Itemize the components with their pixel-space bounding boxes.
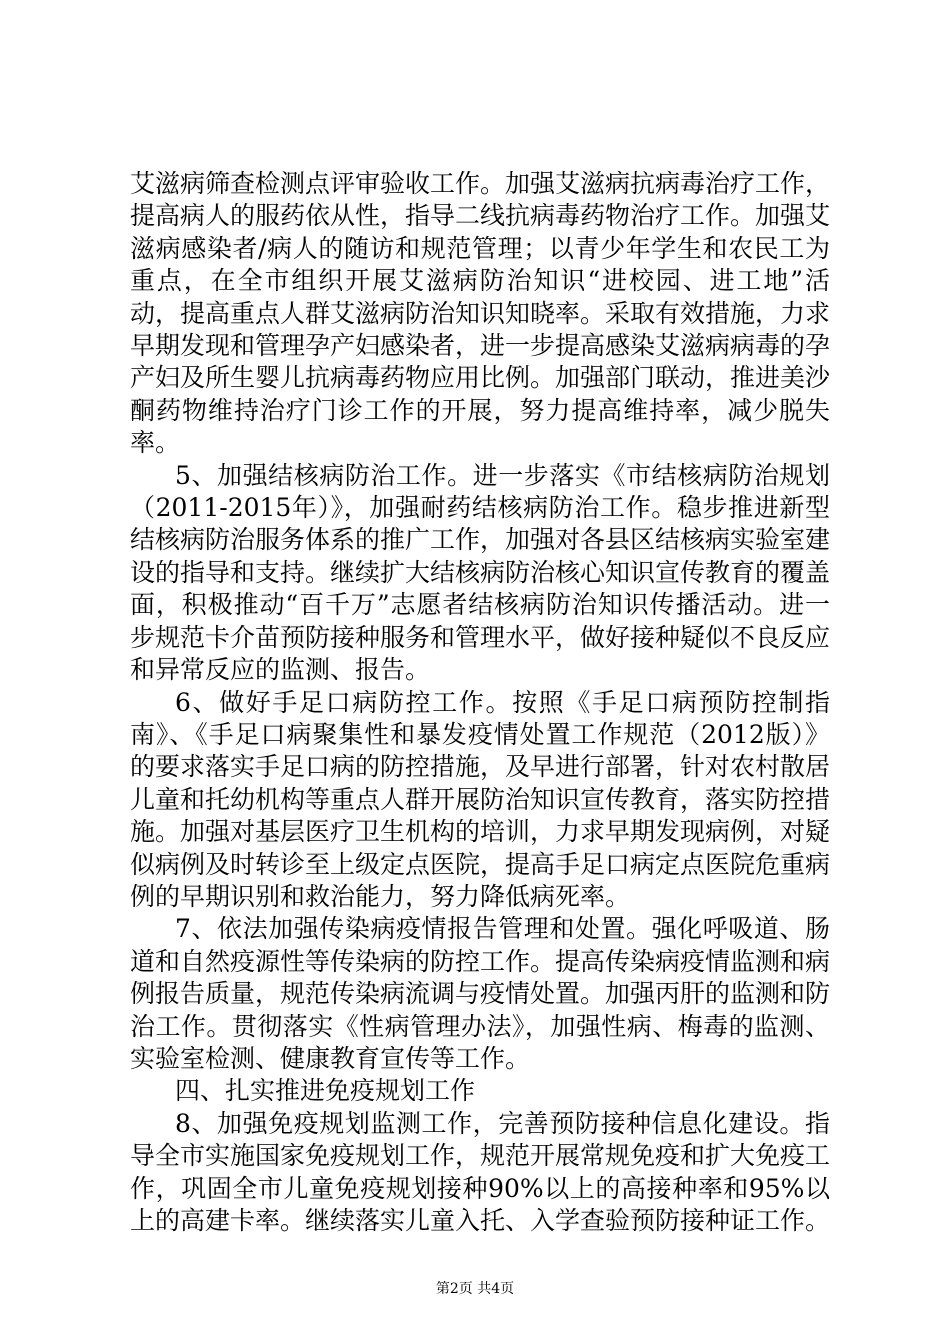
paragraph-item-7-epidemic-reporting: 7、依法加强传染病疫情报告管理和处置。强化呼吸道、肠道和自然疫源性等传染病的防控工作。提高传染病疫情监测和病例报告质量，规范传染病流调与疫情处置。加强丙肝的监测和防治工作。贯彻落实《性病管理办法》，加强性病、梅毒的监测、实验室检测、健康教育宣传等工作。 (130, 914, 831, 1073)
paragraph-item-6-hand-foot-mouth: 6、做好手足口病防控工作。按照《手足口病预防控制指南》、《手足口病聚集性和暴发疫情处置工作规范（2012版）》的要求落实手足口病的防控措施，及早进行部署，针对农村散居儿童和托幼机构等重点人群开展防治知识宣传教育，落实防控措施。加强对基层医疗卫生机构的培训，力求早期发现病例，对疑似病例及时转诊至上级定点医院，提高手足口病定点医院危重病例的早期识别和救治能力，努力降低病死率。 (130, 687, 831, 911)
paragraph-item-8-immunization: 8、加强免疫规划监测工作，完善预防接种信息化建设。指导全市实施国家免疫规划工作，规范开展常规免疫和扩大免疫工作，巩固全市儿童免疫规划接种90%以上的高接种率和95%以上的高建卡率。继续落实儿童入托、入学查验预防接种证工作。 (130, 1108, 831, 1235)
section-heading-immunization: 四、扎实推进免疫规划工作 (175, 1076, 476, 1106)
paragraph-item-5-tuberculosis: 5、加强结核病防治工作。进一步落实《市结核病防治规划（2011-2015年）》，加强耐药结核病防治工作。稳步推进新型结核病防治服务体系的推广工作，加强对各县区结核病实验室建设的指导和支持。继续扩大结核病防治核心知识宣传教育的覆盖面，积极推动“百千万”志愿者结核病防治知识传播活动。进一步规范卡介苗预防接种服务和管理水平，做好接种疑似不良反应和异常反应的监测、报告。 (130, 460, 831, 685)
page-number-footer: 第2页 共4页 (435, 1281, 515, 1297)
document-body (130, 168, 830, 1237)
paragraph-aids-continued: 艾滋病筛查检测点评审验收工作。加强艾滋病抗病毒治疗工作，提高病人的服药依从性，指导二线抗病毒药物治疗工作。加强艾滋病感染者/病人的随访和规范管理；以青少年学生和农民工为重点，在全市组织开展艾滋病防治知识“进校园、进工地”活动，提高重点人群艾滋病防治知识知晓率。采取有效措施，力求早期发现和管理孕产妇感染者，进一步提高感染艾滋病病毒的孕产妇及所生婴儿抗病毒药物应用比例。加强部门联动，推进美沙酮药物维持治疗门诊工作的开展，努力提高维持率，减少脱失率。 (130, 169, 831, 458)
